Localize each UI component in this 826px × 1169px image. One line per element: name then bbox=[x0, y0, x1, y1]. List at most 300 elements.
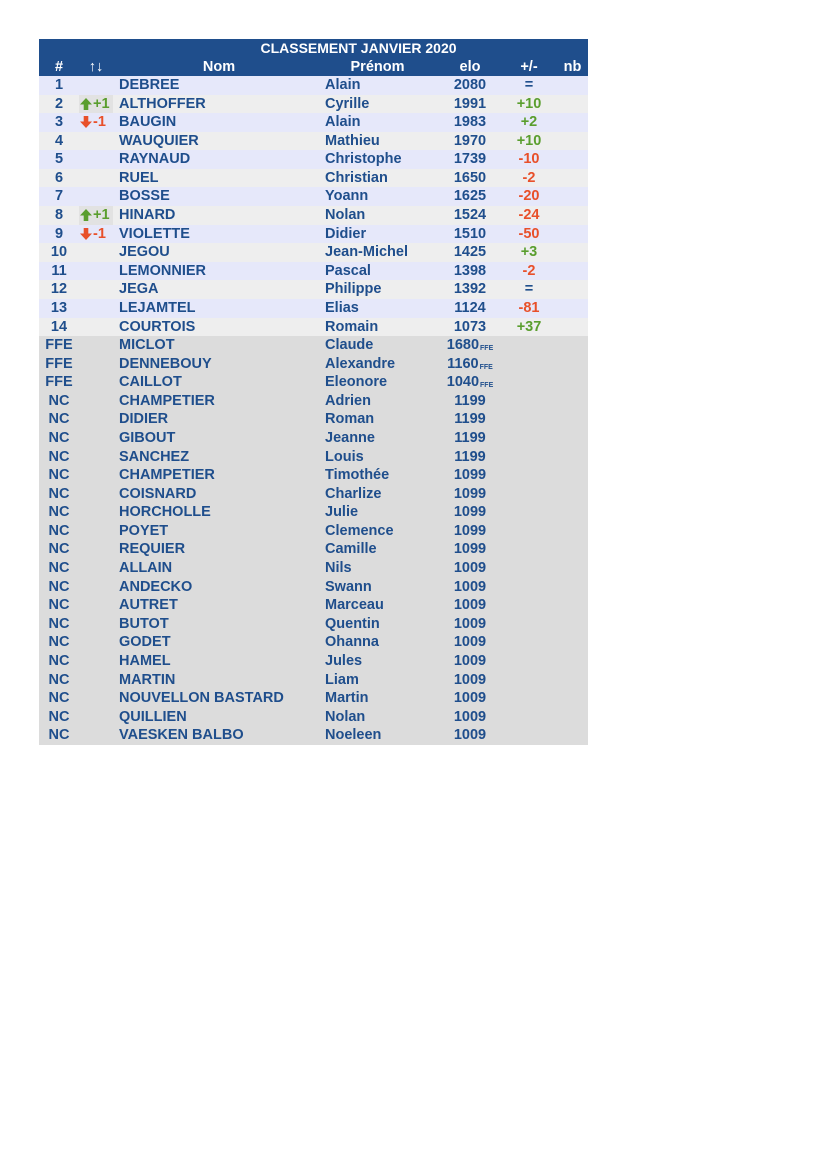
diff-cell bbox=[501, 522, 557, 541]
nb-cell bbox=[557, 355, 588, 374]
move-cell bbox=[79, 578, 113, 597]
diff-cell: +2 bbox=[520, 114, 538, 131]
prenom-cell: Christian bbox=[325, 169, 388, 186]
nom-cell: ALTHOFFER bbox=[119, 95, 206, 112]
diff-cell: +10 bbox=[516, 132, 542, 149]
nom-cell: COURTOIS bbox=[119, 318, 196, 335]
prenom-cell: Jules bbox=[325, 652, 363, 669]
elo-cell bbox=[439, 671, 501, 690]
diff-cell bbox=[501, 503, 557, 522]
move-value: -1 bbox=[93, 225, 106, 242]
prenom-cell: Timothée bbox=[325, 467, 390, 484]
header-move: ↑↓ bbox=[88, 59, 104, 75]
diff-cell: = bbox=[524, 77, 534, 93]
move-cell bbox=[79, 355, 113, 374]
rank-cell: 12 bbox=[50, 281, 68, 298]
elo-cell: 1392 bbox=[453, 281, 487, 298]
nom-cell: MICLOT bbox=[119, 337, 175, 354]
move-cell bbox=[79, 262, 113, 281]
rank-cell: NC bbox=[48, 615, 70, 632]
nb-cell bbox=[557, 206, 588, 225]
diff-cell bbox=[501, 355, 557, 374]
diff-cell bbox=[501, 689, 557, 708]
move-cell bbox=[79, 671, 113, 690]
table-row bbox=[39, 113, 588, 132]
rank-cell: NC bbox=[48, 541, 70, 558]
rank-cell: NC bbox=[48, 485, 70, 502]
move-cell bbox=[79, 429, 113, 448]
elo-cell bbox=[439, 708, 501, 727]
diff-cell bbox=[501, 448, 557, 467]
rank-cell: 2 bbox=[54, 95, 64, 112]
move-cell bbox=[79, 448, 113, 467]
prenom-cell: Mathieu bbox=[325, 132, 380, 149]
diff-cell: -2 bbox=[522, 262, 536, 279]
nom-cell: CAILLOT bbox=[119, 374, 182, 391]
prenom-cell: Liam bbox=[325, 671, 359, 688]
move-cell bbox=[79, 596, 113, 615]
nom-cell: ALLAIN bbox=[119, 560, 173, 577]
prenom-cell: Jean-Michel bbox=[325, 244, 408, 261]
ranked-players bbox=[39, 76, 588, 336]
elo-value: 1040 bbox=[446, 374, 480, 391]
nom-cell: ANDECKO bbox=[119, 578, 193, 595]
move-cell bbox=[79, 318, 113, 337]
elo-cell: 1991 bbox=[453, 95, 487, 112]
move-cell bbox=[79, 615, 113, 634]
move-cell bbox=[79, 540, 113, 559]
elo-cell bbox=[439, 410, 501, 429]
move-cell bbox=[79, 76, 113, 95]
table-title: CLASSEMENT JANVIER 2020 bbox=[260, 40, 457, 56]
elo-value: 1160 bbox=[447, 355, 479, 372]
elo-cell: 1625 bbox=[453, 188, 487, 205]
elo-cell bbox=[439, 373, 501, 392]
rank-cell: 14 bbox=[50, 318, 68, 335]
table-row bbox=[39, 466, 588, 485]
elo-cell bbox=[439, 429, 501, 448]
prenom-cell: Jeanne bbox=[325, 429, 375, 446]
prenom-cell: Nolan bbox=[325, 207, 366, 224]
elo-cell: 1524 bbox=[453, 207, 487, 224]
elo-value: 1009 bbox=[453, 708, 487, 725]
table-row bbox=[39, 596, 588, 615]
nom-cell: POYET bbox=[119, 522, 169, 539]
nom-cell: BOSSE bbox=[119, 188, 170, 205]
elo-value: 1680 bbox=[446, 337, 480, 354]
move-value: +1 bbox=[93, 207, 110, 224]
prenom-cell: Julie bbox=[325, 504, 359, 521]
rank-cell: NC bbox=[48, 448, 70, 465]
move-cell bbox=[79, 726, 113, 745]
table-row bbox=[39, 485, 588, 504]
elo-value: 1009 bbox=[453, 597, 487, 614]
nb-cell bbox=[557, 187, 588, 206]
nb-cell bbox=[557, 540, 588, 559]
diff-cell bbox=[501, 336, 557, 355]
elo-value: 1009 bbox=[453, 615, 487, 632]
table-row bbox=[39, 615, 588, 634]
nom-cell: REQUIER bbox=[119, 541, 186, 558]
diff-cell bbox=[501, 373, 557, 392]
nom-cell: MARTIN bbox=[119, 671, 176, 688]
table-row bbox=[39, 76, 588, 95]
nb-cell bbox=[557, 132, 588, 151]
move-cell bbox=[79, 466, 113, 485]
diff-cell bbox=[501, 578, 557, 597]
diff-cell bbox=[501, 596, 557, 615]
nb-cell bbox=[557, 578, 588, 597]
move-cell bbox=[79, 708, 113, 727]
elo-cell bbox=[439, 336, 501, 355]
prenom-cell: Adrien bbox=[325, 392, 371, 409]
rank-cell: NC bbox=[48, 578, 70, 595]
table-row bbox=[39, 448, 588, 467]
nb-cell bbox=[557, 410, 588, 429]
elo-cell bbox=[439, 596, 501, 615]
table-row bbox=[39, 689, 588, 708]
rank-cell: NC bbox=[48, 429, 70, 446]
table-row bbox=[39, 206, 588, 225]
rank-cell: NC bbox=[48, 652, 70, 669]
table-row bbox=[39, 708, 588, 727]
nb-cell bbox=[557, 392, 588, 411]
diff-cell: +10 bbox=[516, 95, 542, 112]
diff-cell: -20 bbox=[518, 188, 540, 205]
prenom-cell: Roman bbox=[325, 411, 375, 428]
diff-cell bbox=[501, 559, 557, 578]
elo-cell: 1398 bbox=[453, 262, 487, 279]
header-diff: +/- bbox=[520, 59, 538, 75]
elo-cell bbox=[439, 633, 501, 652]
rank-cell: NC bbox=[48, 560, 70, 577]
diff-cell bbox=[501, 708, 557, 727]
table-row bbox=[39, 355, 588, 374]
rank-cell: NC bbox=[48, 522, 70, 539]
nom-cell: JEGOU bbox=[119, 244, 170, 261]
elo-cell bbox=[439, 522, 501, 541]
prenom-cell: Swann bbox=[325, 578, 372, 595]
elo-value: 1199 bbox=[454, 411, 486, 428]
elo-cell bbox=[439, 503, 501, 522]
rank-cell: 1 bbox=[54, 77, 64, 93]
rank-cell: NC bbox=[48, 634, 70, 651]
move-value: +1 bbox=[93, 95, 110, 112]
elo-value: 1099 bbox=[453, 504, 487, 521]
rank-cell: NC bbox=[48, 708, 70, 725]
elo-cell: 1073 bbox=[453, 318, 487, 335]
table-row bbox=[39, 671, 588, 690]
nb-cell bbox=[557, 113, 588, 132]
table-row bbox=[39, 559, 588, 578]
rank-cell: FFE bbox=[45, 337, 73, 354]
elo-value: 1009 bbox=[453, 727, 487, 744]
table-row bbox=[39, 280, 588, 299]
elo-value: 1199 bbox=[454, 429, 486, 446]
move-cell bbox=[79, 95, 113, 114]
rank-cell: 13 bbox=[50, 299, 68, 316]
move-cell bbox=[79, 410, 113, 429]
table-title-bar bbox=[39, 39, 588, 58]
elo-value: 1009 bbox=[453, 560, 487, 577]
elo-cell bbox=[439, 615, 501, 634]
elo-cell bbox=[439, 466, 501, 485]
elo-value: 1009 bbox=[453, 690, 487, 707]
diff-cell bbox=[501, 671, 557, 690]
move-cell bbox=[79, 132, 113, 151]
diff-cell bbox=[501, 615, 557, 634]
nom-cell: HINARD bbox=[119, 207, 176, 224]
diff-cell: = bbox=[524, 281, 534, 298]
nb-cell bbox=[557, 225, 588, 244]
nom-cell: GODET bbox=[119, 634, 171, 651]
rank-cell: 7 bbox=[54, 188, 64, 205]
move-cell bbox=[79, 113, 113, 132]
table-row bbox=[39, 429, 588, 448]
nom-cell: JEGA bbox=[119, 281, 159, 298]
header-elo: elo bbox=[459, 59, 481, 75]
rank-cell: 3 bbox=[54, 114, 64, 131]
nom-cell: HORCHOLLE bbox=[119, 504, 211, 521]
arrow-down-icon bbox=[79, 115, 93, 129]
nb-cell bbox=[557, 448, 588, 467]
nb-cell bbox=[557, 596, 588, 615]
move-cell bbox=[79, 633, 113, 652]
diff-cell: -81 bbox=[518, 299, 540, 316]
diff-cell: +37 bbox=[516, 318, 542, 335]
elo-cell bbox=[439, 540, 501, 559]
elo-cell bbox=[439, 559, 501, 578]
header-prenom: Prénom bbox=[350, 59, 405, 75]
elo-value: 1009 bbox=[453, 652, 487, 669]
prenom-cell: Martin bbox=[325, 690, 369, 707]
table-row bbox=[39, 336, 588, 355]
table-row bbox=[39, 652, 588, 671]
nb-cell bbox=[557, 522, 588, 541]
prenom-cell: Nolan bbox=[325, 708, 366, 725]
table-row bbox=[39, 503, 588, 522]
rank-cell: 8 bbox=[54, 207, 64, 224]
table-header-row bbox=[39, 58, 588, 76]
elo-cell: 1650 bbox=[453, 169, 487, 186]
elo-value: 1099 bbox=[453, 467, 487, 484]
elo-cell bbox=[439, 578, 501, 597]
nom-cell: CHAMPETIER bbox=[119, 467, 215, 484]
diff-cell: +3 bbox=[520, 244, 538, 261]
nom-cell: DIDIER bbox=[119, 411, 169, 428]
diff-cell: -2 bbox=[522, 169, 536, 186]
rank-cell: FFE bbox=[45, 374, 73, 391]
move-cell bbox=[79, 299, 113, 318]
prenom-cell: Christophe bbox=[325, 151, 402, 168]
nb-cell bbox=[557, 318, 588, 337]
elo-cell bbox=[439, 652, 501, 671]
header-nom: Nom bbox=[202, 59, 236, 75]
table-row bbox=[39, 95, 588, 114]
table-row bbox=[39, 318, 588, 337]
diff-cell bbox=[501, 633, 557, 652]
elo-cell: 1124 bbox=[454, 299, 486, 316]
nb-cell bbox=[557, 485, 588, 504]
nom-cell: WAUQUIER bbox=[119, 132, 199, 149]
nom-cell: SANCHEZ bbox=[119, 448, 190, 465]
table-row bbox=[39, 522, 588, 541]
nb-cell bbox=[557, 299, 588, 318]
nom-cell: CHAMPETIER bbox=[119, 392, 215, 409]
table-row bbox=[39, 373, 588, 392]
diff-cell bbox=[501, 466, 557, 485]
nom-cell: DEBREE bbox=[119, 77, 180, 93]
diff-cell bbox=[501, 540, 557, 559]
prenom-cell: Camille bbox=[325, 541, 377, 558]
table-row bbox=[39, 169, 588, 188]
arrow-up-icon bbox=[79, 208, 93, 222]
diff-cell: -24 bbox=[518, 207, 540, 224]
arrow-down-icon bbox=[79, 227, 93, 241]
elo-cell: 1739 bbox=[453, 151, 487, 168]
rank-cell: 5 bbox=[54, 151, 64, 168]
elo-value: 1199 bbox=[454, 392, 486, 409]
header-nb: nb bbox=[563, 59, 582, 75]
elo-value: 1099 bbox=[453, 485, 487, 502]
diff-cell bbox=[501, 392, 557, 411]
nom-cell: BUTOT bbox=[119, 615, 169, 632]
move-cell bbox=[79, 373, 113, 392]
nb-cell bbox=[557, 262, 588, 281]
elo-value: 1009 bbox=[453, 634, 487, 651]
elo-cell: 1510 bbox=[453, 225, 487, 242]
table-row bbox=[39, 726, 588, 745]
table-row bbox=[39, 392, 588, 411]
prenom-cell: Clemence bbox=[325, 522, 394, 539]
prenom-cell: Noeleen bbox=[325, 727, 382, 744]
move-cell bbox=[79, 336, 113, 355]
rank-cell: 10 bbox=[50, 244, 68, 261]
move-cell bbox=[79, 503, 113, 522]
rank-cell: NC bbox=[48, 504, 70, 521]
elo-value: 1009 bbox=[453, 578, 487, 595]
nom-cell: RUEL bbox=[119, 169, 159, 186]
nom-cell: VIOLETTE bbox=[119, 225, 190, 242]
ranking-table bbox=[39, 39, 588, 745]
table-row bbox=[39, 243, 588, 262]
nb-cell bbox=[557, 689, 588, 708]
prenom-cell: Alain bbox=[325, 77, 361, 93]
elo-value: 1099 bbox=[453, 541, 487, 558]
prenom-cell: Nils bbox=[325, 560, 352, 577]
nom-cell: QUILLIEN bbox=[119, 708, 187, 725]
table-row bbox=[39, 150, 588, 169]
nom-cell: VAESKEN BALBO bbox=[119, 727, 244, 744]
rank-cell: NC bbox=[48, 671, 70, 688]
elo-cell: 1970 bbox=[453, 132, 487, 149]
rank-cell: NC bbox=[48, 597, 70, 614]
elo-source-tag: FFE bbox=[480, 382, 494, 390]
table-row bbox=[39, 633, 588, 652]
nom-cell: DENNEBOUY bbox=[119, 355, 212, 372]
elo-cell bbox=[439, 355, 501, 374]
nb-cell bbox=[557, 708, 588, 727]
elo-cell: 2080 bbox=[453, 77, 487, 93]
nom-cell: COISNARD bbox=[119, 485, 197, 502]
move-cell bbox=[79, 485, 113, 504]
elo-cell bbox=[439, 726, 501, 745]
table-row bbox=[39, 187, 588, 206]
move-cell bbox=[79, 392, 113, 411]
prenom-cell: Alexandre bbox=[325, 355, 396, 372]
prenom-cell: Alain bbox=[325, 114, 361, 131]
diff-cell bbox=[501, 410, 557, 429]
nb-cell bbox=[557, 633, 588, 652]
nom-cell: LEMONNIER bbox=[119, 262, 206, 279]
diff-cell: -50 bbox=[518, 225, 540, 242]
nb-cell bbox=[557, 652, 588, 671]
move-cell bbox=[79, 522, 113, 541]
nb-cell bbox=[557, 726, 588, 745]
table-row bbox=[39, 540, 588, 559]
move-cell bbox=[79, 243, 113, 262]
elo-cell bbox=[439, 448, 501, 467]
nom-cell: GIBOUT bbox=[119, 429, 176, 446]
prenom-cell: Yoann bbox=[325, 188, 369, 205]
nom-cell: AUTRET bbox=[119, 597, 178, 614]
nb-cell bbox=[557, 336, 588, 355]
elo-cell: 1425 bbox=[453, 244, 487, 261]
nb-cell bbox=[557, 466, 588, 485]
move-cell bbox=[79, 652, 113, 671]
prenom-cell: Quentin bbox=[325, 615, 380, 632]
rank-cell: FFE bbox=[45, 355, 73, 372]
move-cell bbox=[79, 225, 113, 244]
table-row bbox=[39, 132, 588, 151]
table-row bbox=[39, 578, 588, 597]
elo-value: 1099 bbox=[453, 522, 487, 539]
unranked-players bbox=[39, 336, 588, 745]
nb-cell bbox=[557, 671, 588, 690]
diff-cell bbox=[501, 652, 557, 671]
nom-cell: HAMEL bbox=[119, 652, 171, 669]
arrow-up-icon bbox=[79, 97, 93, 111]
rank-cell: 6 bbox=[54, 169, 64, 186]
diff-cell bbox=[501, 726, 557, 745]
prenom-cell: Didier bbox=[325, 225, 367, 242]
prenom-cell: Ohanna bbox=[325, 634, 379, 651]
rank-cell: NC bbox=[48, 411, 70, 428]
rank-cell: NC bbox=[48, 467, 70, 484]
nom-cell: NOUVELLON BASTARD bbox=[119, 690, 284, 707]
elo-value: 1199 bbox=[454, 448, 486, 465]
elo-source-tag: FFE bbox=[480, 345, 494, 353]
move-cell bbox=[79, 169, 113, 188]
elo-cell bbox=[439, 689, 501, 708]
nb-cell bbox=[557, 76, 588, 95]
nom-cell: BAUGIN bbox=[119, 114, 177, 131]
table-row bbox=[39, 225, 588, 244]
nb-cell bbox=[557, 559, 588, 578]
move-cell bbox=[79, 150, 113, 169]
diff-cell bbox=[501, 485, 557, 504]
nb-cell bbox=[557, 243, 588, 262]
rank-cell: 11 bbox=[51, 262, 67, 279]
prenom-cell: Cyrille bbox=[325, 95, 370, 112]
move-cell bbox=[79, 280, 113, 299]
nb-cell bbox=[557, 150, 588, 169]
nb-cell bbox=[557, 373, 588, 392]
prenom-cell: Pascal bbox=[325, 262, 371, 279]
prenom-cell: Charlize bbox=[325, 485, 382, 502]
prenom-cell: Claude bbox=[325, 337, 374, 354]
prenom-cell: Philippe bbox=[325, 281, 382, 298]
